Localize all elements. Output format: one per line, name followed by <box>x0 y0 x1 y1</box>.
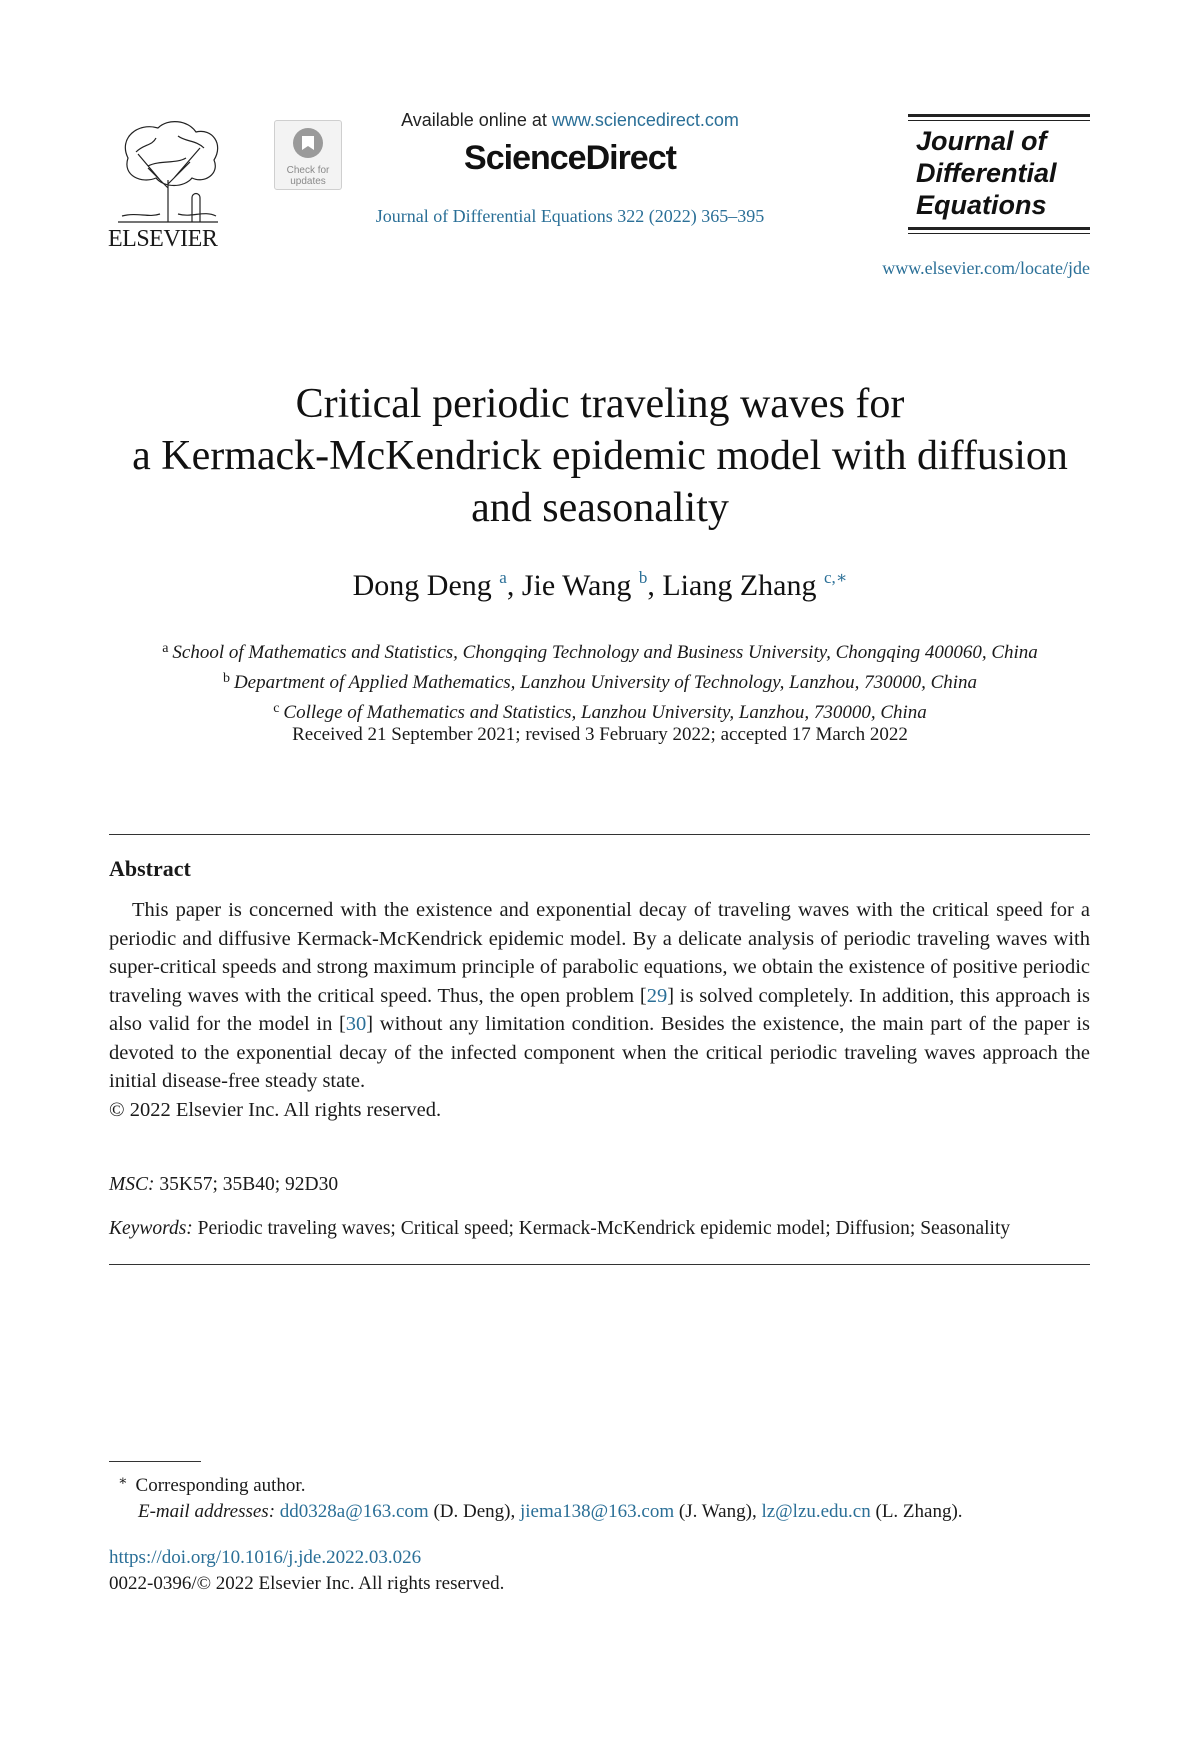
keywords <box>109 1218 1010 1240</box>
email-owner: (J. Wang), <box>678 1501 757 1522</box>
journal-logo-rule <box>908 114 1090 117</box>
footnote-corresponding <box>118 1469 963 1499</box>
abstract-body <box>109 896 1090 1124</box>
elsevier-tree-icon <box>108 118 228 224</box>
author-affiliation-mark[interactable]: a <box>499 568 507 587</box>
journal-logo[interactable] <box>908 114 1090 234</box>
available-online <box>360 110 780 131</box>
keywords-label: Keywords: <box>109 1218 193 1239</box>
elsevier-logo[interactable] <box>108 118 228 253</box>
footnote <box>118 1469 963 1525</box>
author-name: Dong Deng <box>352 569 492 602</box>
journal-logo-line: Journal of <box>916 126 1047 156</box>
doi-block <box>109 1545 504 1597</box>
available-prefix: Available online at <box>401 110 547 130</box>
author-affiliation-mark[interactable]: b <box>638 568 648 587</box>
keywords-value: Periodic traveling waves; Critical speed; Kermack-McKendrick epidemic model; Diffusion; Seasonality <box>197 1218 1011 1239</box>
journal-logo-title <box>908 121 1090 227</box>
affiliation-mark: a <box>162 641 169 656</box>
journal-reference-link[interactable]: Journal of Differential Equations 322 (2022) 365–395 <box>375 206 765 226</box>
email-addresses <box>118 1499 963 1525</box>
author-name: Liang Zhang <box>662 569 817 602</box>
issn-copyright: 0022-0396/© 2022 Elsevier Inc. All rights reserved. <box>109 1573 505 1594</box>
paper-title <box>100 378 1100 534</box>
sciencedirect-link[interactable]: www.sciencedirect.com <box>551 110 739 130</box>
check-updates-icon <box>291 126 325 160</box>
author-affiliation-mark[interactable]: c,∗ <box>823 568 848 587</box>
abstract-copyright: © 2022 Elsevier Inc. All rights reserved. <box>109 1098 442 1121</box>
journal-logo-line: Differential <box>916 158 1057 188</box>
affiliation-text: School of Mathematics and Statistics, Chongqing Technology and Business University, Chongqing 400060, China <box>172 642 1038 663</box>
affiliation-list <box>60 636 1140 726</box>
abstract-text: ] without any limitation condition. Besides the existence, the main part of the paper is devoted to the exponential decay of the infected component when the critical periodic traveling waves approach the initial disease-free steady state. <box>109 1013 1090 1092</box>
corresponding-author-note: Corresponding author. <box>135 1475 306 1496</box>
affiliation-item <box>60 666 1140 696</box>
footnote-rule <box>109 1461 201 1462</box>
citation-link[interactable]: 30 <box>345 1013 367 1035</box>
email-owner: (D. Deng), <box>433 1501 516 1522</box>
affiliation-mark: c <box>273 701 280 716</box>
email-label: E-mail addresses: <box>138 1501 276 1522</box>
journal-homepage-link[interactable]: www.elsevier.com/locate/jde <box>882 258 1090 278</box>
page-header <box>0 0 1200 290</box>
abstract-heading: Abstract <box>109 856 191 881</box>
check-for-updates-badge[interactable] <box>274 120 342 190</box>
msc-codes <box>109 1174 338 1196</box>
divider-top <box>109 834 1090 835</box>
abstract-text: ] is solved completely. In addition, this approach is also valid for the model in [ <box>109 984 1090 1035</box>
title-line: Critical periodic traveling waves for <box>295 381 905 427</box>
affiliation-item <box>60 696 1140 726</box>
divider-bottom <box>109 1264 1090 1265</box>
center-header <box>360 110 780 227</box>
journal-logo-line: Equations <box>916 190 1047 220</box>
title-line: and seasonality <box>471 485 729 531</box>
journal-logo-rule <box>908 227 1090 230</box>
citation-link[interactable]: 29 <box>646 984 668 1007</box>
affiliation-text: Department of Applied Mathematics, Lanzhou University of Technology, Lanzhou, 730000, China <box>233 672 978 693</box>
sciencedirect-logo[interactable]: ScienceDirect <box>464 139 676 177</box>
received-dates: Received 21 September 2021; revised 3 February 2022; accepted 17 March 2022 <box>292 724 908 745</box>
msc-label: MSC: <box>109 1174 155 1195</box>
affiliation-item <box>60 636 1140 666</box>
publisher-name: ELSEVIER <box>108 226 218 252</box>
author-list: Dong Deng $^a$, Jie Wang $^b$, Liang Zhang $^{c,∗}$ <box>352 568 848 602</box>
affiliation-mark: b <box>222 671 230 686</box>
abstract-text: This paper is concerned with the existence and exponential decay of traveling waves with the critical speed for a periodic and diffusive Kermack-McKendrick epidemic model. By a delicate analysis of periodic traveling waves with super-critical speeds and strong maximum principle of parabolic equations, we obtain the existence of positive periodic traveling waves with the critical speed. Thus, the open problem [ <box>109 899 1090 1007</box>
msc-value: 35K57; 35B40; 92D30 <box>159 1174 339 1195</box>
email-owner: (L. Zhang). <box>875 1501 963 1522</box>
journal-logo-rule <box>908 233 1090 234</box>
author-name: Jie Wang <box>521 569 632 602</box>
footnote-star: ∗ <box>118 1474 128 1489</box>
doi-link[interactable]: https://doi.org/10.1016/j.jde.2022.03.026 <box>109 1547 422 1568</box>
affiliation-text: College of Mathematics and Statistics, Lanzhou University, Lanzhou, 730000, China <box>283 702 927 723</box>
check-updates-label: Check for updates <box>286 165 330 187</box>
email-link[interactable]: lz@lzu.edu.cn <box>761 1501 871 1522</box>
title-line: a Kermack-McKendrick epidemic model with diffusion <box>132 433 1068 479</box>
email-link[interactable]: jiema138@163.com <box>519 1501 675 1522</box>
email-link[interactable]: dd0328a@163.com <box>279 1501 429 1522</box>
